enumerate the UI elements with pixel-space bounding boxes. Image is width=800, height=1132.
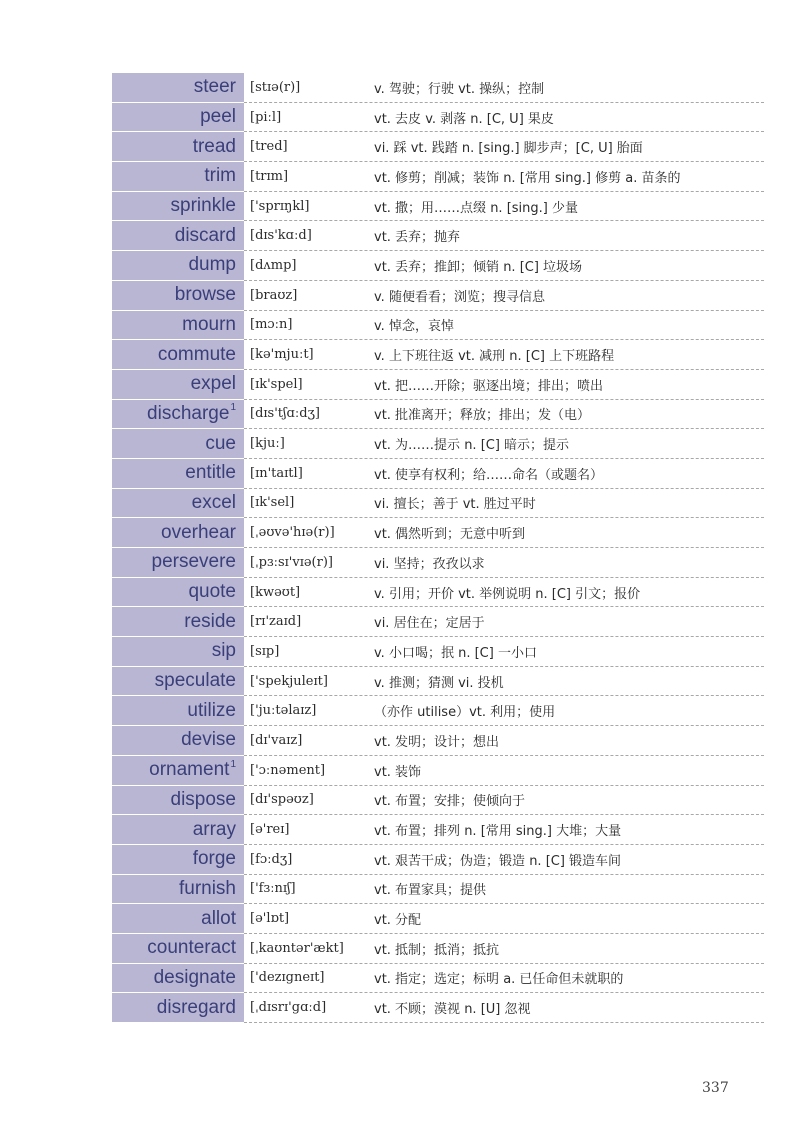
headword-text: disregard bbox=[156, 996, 236, 1018]
headword-text: overhear bbox=[161, 521, 236, 543]
entry-details bbox=[244, 964, 764, 994]
phonetic-transcription: [kjuː] bbox=[250, 436, 285, 452]
definition: vt. 修剪；削减；装饰 n. [常用 sing.] 修剪 a. 苗条的 bbox=[374, 170, 681, 186]
headword-text: commute bbox=[157, 343, 236, 365]
headword bbox=[112, 578, 244, 608]
entry-details bbox=[244, 667, 764, 697]
definition: vt. 把……开除；驱逐出境；排出；喷出 bbox=[374, 378, 604, 394]
headword-superscript: 1 bbox=[230, 758, 236, 770]
entry-details bbox=[244, 875, 764, 905]
vocabulary-table bbox=[112, 73, 764, 1023]
definition: v. 驾驶；行驶 vt. 操纵；控制 bbox=[374, 81, 545, 97]
entry-details bbox=[244, 786, 764, 816]
entry-details bbox=[244, 132, 764, 162]
headword bbox=[112, 607, 244, 637]
headword bbox=[112, 132, 244, 162]
phonetic-transcription: ['juːtəlaɪz] bbox=[250, 703, 317, 719]
headword bbox=[112, 73, 244, 103]
headword-text: utilize bbox=[187, 699, 236, 721]
headword-text: trim bbox=[204, 165, 236, 187]
definition: vt. 批准离开；释放；排出；发（电） bbox=[374, 408, 591, 424]
headword-text: mourn bbox=[182, 313, 236, 335]
definition: vt. 丢弃；抛弃 bbox=[374, 230, 461, 246]
vocab-row bbox=[112, 251, 764, 281]
headword bbox=[112, 311, 244, 341]
vocab-row bbox=[112, 845, 764, 875]
definition: vt. 使享有权利；给……命名（或题名） bbox=[374, 467, 604, 483]
headword-text: entitle bbox=[185, 462, 236, 484]
headword bbox=[112, 964, 244, 994]
vocab-row bbox=[112, 815, 764, 845]
definition: v. 悼念，哀悼 bbox=[374, 319, 454, 335]
entry-details bbox=[244, 311, 764, 341]
headword bbox=[112, 221, 244, 251]
vocab-row bbox=[112, 696, 764, 726]
vocab-row bbox=[112, 192, 764, 222]
vocab-row bbox=[112, 340, 764, 370]
definition: vi. 坚持；孜孜以求 bbox=[374, 556, 485, 572]
entry-details bbox=[244, 756, 764, 786]
vocab-row bbox=[112, 459, 764, 489]
headword bbox=[112, 786, 244, 816]
definition: vt. 丢弃；推卸；倾销 n. [C] 垃圾场 bbox=[374, 259, 583, 275]
headword bbox=[112, 696, 244, 726]
headword-text: devise bbox=[181, 729, 236, 751]
definition: vt. 布置；安排；使倾向于 bbox=[374, 794, 526, 810]
phonetic-transcription: [stɪə(r)] bbox=[250, 79, 301, 95]
vocab-row bbox=[112, 73, 764, 103]
phonetic-transcription: ['ɔːnəment] bbox=[250, 762, 326, 778]
headword bbox=[112, 904, 244, 934]
definition: vt. 布置；排列 n. [常用 sing.] 大堆；大量 bbox=[374, 824, 622, 840]
entry-details bbox=[244, 934, 764, 964]
phonetic-transcription: [dʌmp] bbox=[250, 257, 297, 273]
headword bbox=[112, 281, 244, 311]
headword-text: dump bbox=[188, 254, 236, 276]
phonetic-transcription: [kə'mjuːt] bbox=[250, 347, 314, 363]
headword bbox=[112, 637, 244, 667]
vocab-row bbox=[112, 221, 764, 251]
entry-details bbox=[244, 548, 764, 578]
headword bbox=[112, 370, 244, 400]
definition: vt. 布置家具；提供 bbox=[374, 883, 487, 899]
definition: v. 随便看看；浏览；搜寻信息 bbox=[374, 289, 545, 305]
headword bbox=[112, 400, 244, 430]
entry-details bbox=[244, 518, 764, 548]
headword-text: excel bbox=[191, 491, 236, 513]
entry-details bbox=[244, 400, 764, 430]
headword-text: peel bbox=[200, 106, 236, 128]
vocab-row bbox=[112, 786, 764, 816]
headword-text: allot bbox=[201, 907, 236, 929]
vocab-row bbox=[112, 489, 764, 519]
phonetic-transcription: [trɪm] bbox=[250, 168, 289, 184]
definition: v. 上下班往返 vt. 减刑 n. [C] 上下班路程 bbox=[374, 349, 615, 365]
vocab-row bbox=[112, 993, 764, 1023]
phonetic-transcription: [fɔːdʒ] bbox=[250, 851, 293, 867]
vocab-row bbox=[112, 400, 764, 430]
vocab-row bbox=[112, 578, 764, 608]
headword bbox=[112, 340, 244, 370]
headword-text: browse bbox=[174, 284, 236, 306]
vocab-row bbox=[112, 726, 764, 756]
headword-text: persevere bbox=[151, 551, 236, 573]
definition: vi. 居住在；定居于 bbox=[374, 616, 485, 632]
phonetic-transcription: [ɪn'taɪtl] bbox=[250, 465, 303, 481]
definition: vt. 撒；用……点缀 n. [sing.] 少量 bbox=[374, 200, 578, 216]
headword-text: discard bbox=[174, 224, 236, 246]
phonetic-transcription: [braʊz] bbox=[250, 287, 298, 303]
phonetic-transcription: [dɪs'tʃɑːdʒ] bbox=[250, 406, 320, 422]
entry-details bbox=[244, 429, 764, 459]
entry-details bbox=[244, 696, 764, 726]
headword bbox=[112, 548, 244, 578]
headword-text: quote bbox=[188, 581, 236, 603]
phonetic-transcription: [dɪs'kɑːd] bbox=[250, 228, 312, 244]
definition: vt. 抵制；抵消；抵抗 bbox=[374, 942, 500, 958]
vocab-row bbox=[112, 548, 764, 578]
phonetic-transcription: [ə'reɪ] bbox=[250, 822, 290, 838]
headword-text: steer bbox=[193, 76, 236, 98]
headword bbox=[112, 103, 244, 133]
entry-details bbox=[244, 251, 764, 281]
phonetic-transcription: [ˌpɜːsɪ'vɪə(r)] bbox=[250, 554, 333, 570]
headword bbox=[112, 192, 244, 222]
definition: vt. 指定；选定；标明 a. 已任命但未就职的 bbox=[374, 972, 624, 988]
entry-details bbox=[244, 726, 764, 756]
phonetic-transcription: [dɪ'spəʊz] bbox=[250, 792, 314, 808]
phonetic-transcription: [ˌkaʊntər'ækt] bbox=[250, 940, 344, 956]
headword bbox=[112, 815, 244, 845]
headword-text: sprinkle bbox=[170, 195, 236, 217]
headword bbox=[112, 162, 244, 192]
entry-details bbox=[244, 221, 764, 251]
vocab-row bbox=[112, 103, 764, 133]
entry-details bbox=[244, 192, 764, 222]
definition: （亦作 utilise）vt. 利用；使用 bbox=[374, 705, 556, 721]
vocab-row bbox=[112, 667, 764, 697]
phonetic-transcription: [mɔːn] bbox=[250, 317, 293, 333]
headword-text: counteract bbox=[147, 937, 236, 959]
entry-details bbox=[244, 845, 764, 875]
phonetic-transcription: [kwəʊt] bbox=[250, 584, 301, 600]
headword bbox=[112, 518, 244, 548]
entry-details bbox=[244, 73, 764, 103]
entry-details bbox=[244, 637, 764, 667]
definition: v. 推测；猜测 vi. 投机 bbox=[374, 675, 504, 691]
entry-details bbox=[244, 607, 764, 637]
entry-details bbox=[244, 993, 764, 1023]
headword bbox=[112, 875, 244, 905]
headword-text: reside bbox=[184, 610, 236, 632]
definition: vt. 不顾；漠视 n. [U] 忽视 bbox=[374, 1002, 531, 1018]
definition: vt. 分配 bbox=[374, 913, 422, 929]
headword-text: speculate bbox=[154, 670, 236, 692]
definition: vi. 踩 vt. 践踏 n. [sing.] 脚步声；[C, U] 胎面 bbox=[374, 141, 643, 157]
headword-text: expel bbox=[190, 373, 236, 395]
phonetic-transcription: [sɪp] bbox=[250, 643, 280, 659]
vocab-row bbox=[112, 904, 764, 934]
entry-details bbox=[244, 162, 764, 192]
vocab-row bbox=[112, 607, 764, 637]
entry-details bbox=[244, 459, 764, 489]
definition: vt. 艰苦干成；伪造；锻造 n. [C] 锻造车间 bbox=[374, 853, 622, 869]
phonetic-transcription: ['fɜːnɪʃ] bbox=[250, 881, 296, 897]
phonetic-transcription: [tred] bbox=[250, 139, 288, 155]
phonetic-transcription: [ə'lɒt] bbox=[250, 911, 290, 927]
page-number: 337 bbox=[702, 1080, 729, 1096]
vocab-row bbox=[112, 756, 764, 786]
definition: vt. 偶然听到；无意中听到 bbox=[374, 527, 526, 543]
phonetic-transcription: [ɪk'spel] bbox=[250, 376, 303, 392]
phonetic-transcription: [ˌdɪsrɪ'gɑːd] bbox=[250, 1000, 327, 1016]
vocab-row bbox=[112, 281, 764, 311]
headword bbox=[112, 993, 244, 1023]
vocab-row bbox=[112, 370, 764, 400]
phonetic-transcription: ['sprɪŋkl] bbox=[250, 198, 310, 214]
headword bbox=[112, 667, 244, 697]
entry-details bbox=[244, 578, 764, 608]
definition: vt. 为……提示 n. [C] 暗示；提示 bbox=[374, 438, 570, 454]
headword bbox=[112, 251, 244, 281]
headword bbox=[112, 459, 244, 489]
entry-details bbox=[244, 815, 764, 845]
phonetic-transcription: [ˌəʊvə'hɪə(r)] bbox=[250, 525, 335, 541]
definition: vt. 装饰 bbox=[374, 764, 422, 780]
headword-text: cue bbox=[205, 432, 236, 454]
entry-details bbox=[244, 103, 764, 133]
vocab-row bbox=[112, 518, 764, 548]
definition: vt. 去皮 v. 剥落 n. [C, U] 果皮 bbox=[374, 111, 554, 127]
phonetic-transcription: ['dezɪgneɪt] bbox=[250, 970, 325, 986]
entry-details bbox=[244, 340, 764, 370]
definition: v. 小口喝；抿 n. [C] 一小口 bbox=[374, 645, 537, 661]
entry-details bbox=[244, 370, 764, 400]
headword bbox=[112, 726, 244, 756]
phonetic-transcription: [piːl] bbox=[250, 109, 282, 125]
headword-text: sip bbox=[211, 640, 236, 662]
phonetic-transcription: ['spekjuleɪt] bbox=[250, 673, 328, 689]
headword-text: ornament bbox=[149, 759, 230, 781]
headword bbox=[112, 756, 244, 786]
vocab-row bbox=[112, 429, 764, 459]
entry-details bbox=[244, 904, 764, 934]
vocab-row bbox=[112, 162, 764, 192]
headword-superscript: 1 bbox=[230, 402, 236, 414]
vocab-row bbox=[112, 875, 764, 905]
phonetic-transcription: [ɪk'sel] bbox=[250, 495, 295, 511]
phonetic-transcription: [rɪ'zaɪd] bbox=[250, 614, 302, 630]
phonetic-transcription: [dɪ'vaɪz] bbox=[250, 732, 303, 748]
definition: vt. 发明；设计；想出 bbox=[374, 734, 500, 750]
headword-text: dispose bbox=[170, 788, 236, 810]
headword-text: furnish bbox=[178, 877, 236, 899]
vocab-row bbox=[112, 964, 764, 994]
headword-text: array bbox=[192, 818, 236, 840]
headword bbox=[112, 845, 244, 875]
headword-text: forge bbox=[192, 848, 236, 870]
definition: v. 引用；开价 vt. 举例说明 n. [C] 引文；报价 bbox=[374, 586, 641, 602]
entry-details bbox=[244, 489, 764, 519]
definition: vi. 擅长；善于 vt. 胜过平时 bbox=[374, 497, 536, 513]
headword bbox=[112, 934, 244, 964]
headword-text: discharge bbox=[147, 402, 230, 424]
headword-text: designate bbox=[153, 966, 236, 988]
headword bbox=[112, 489, 244, 519]
entry-details bbox=[244, 281, 764, 311]
vocab-row bbox=[112, 934, 764, 964]
vocab-row bbox=[112, 311, 764, 341]
vocab-row bbox=[112, 132, 764, 162]
vocab-row bbox=[112, 637, 764, 667]
headword-text: tread bbox=[192, 135, 236, 157]
headword bbox=[112, 429, 244, 459]
